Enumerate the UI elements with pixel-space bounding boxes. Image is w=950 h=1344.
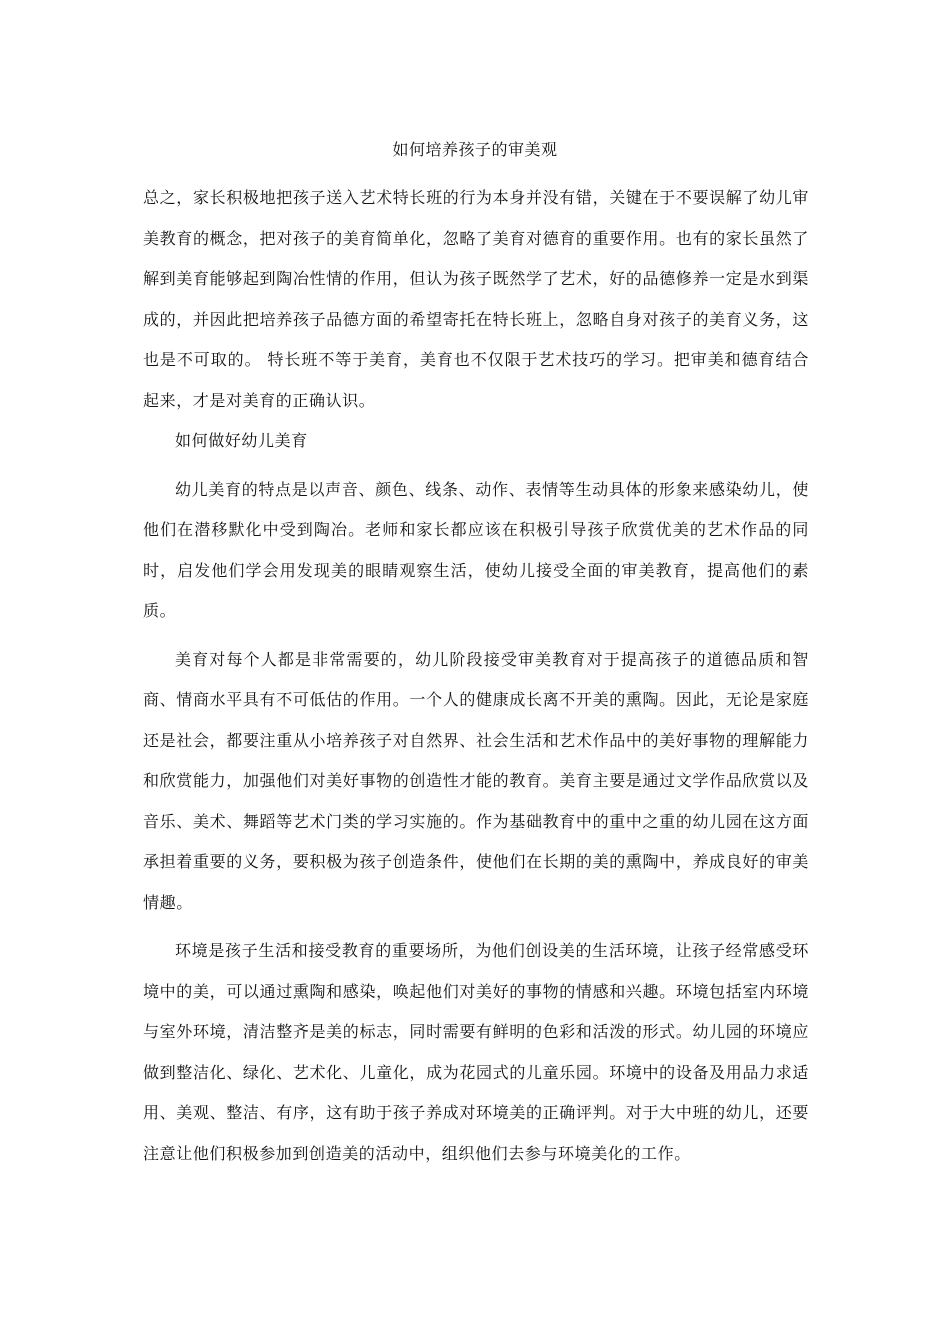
section-heading: 如何做好幼儿美育 — [175, 431, 308, 450]
paragraph-characteristics: 幼儿美育的特点是以声音、颜色、线条、动作、表情等生动具体的形象来感染幼儿，使他们在潜移默化中受到陶冶。老师和家长都应该在积极引导孩子欣赏优美的艺术作品的同时，启发他们学会用发现美的眼睛观察生活，使幼儿接受全面的审美教育，提高他们的素质。 — [143, 479, 809, 620]
paragraph-environment: 环境是孩子生活和接受教育的重要场所，为他们创设美的生活环境，让孩子经常感受环境中的美，可以通过熏陶和感染，唤起他们对美好的事物的情感和兴趣。环境包括室内环境与室外环境，清洁整齐是美的标志，同时需要有鲜明的色彩和活泼的形式。幼儿园的环境应做到整洁化、绿化、艺术化、儿童化，成为花园式的儿童乐园。环境中的设备及用品力求适用、美观、整洁、有序，这有助于孩子养成对环境美的正确评判。对于大中班的幼儿，还要注意让他们积极参加到创造美的活动中，组织他们去参与环境美化的工作。 — [143, 941, 809, 1163]
paragraph-importance: 美育对每个人都是非常需要的，幼儿阶段接受审美教育对于提高孩子的道德品质和智商、情商水平具有不可低估的作用。一个人的健康成长离不开美的熏陶。因此，无论是家庭还是社会，都要注重从小培养孩子对自然界、社会生活和艺术作品中的美好事物的理解能力和欣赏能力，加强他们对美好事物的创造性才能的教育。美育主要是通过文学作品欣赏以及音乐、美术、舞蹈等艺术门类的学习实施的。作为基础教育中的重中之重的幼儿园在这方面承担着重要的义务，要积极为孩子创造条件，使他们在长期的美的熏陶中，养成良好的审美情趣。 — [143, 649, 809, 912]
document-body — [143, 178, 809, 1174]
paragraph-conclusion: 总之，家长积极地把孩子送入艺术特长班的行为本身并没有错，关键在于不要误解了幼儿审美教育的概念，把对孩子的美育简单化，忽略了美育对德育的重要作用。也有的家长虽然了解到美育能够起到陶冶性情的作用，但认为孩子既然学了艺术，好的品德修养一定是水到渠成的，并因此把培养孩子品德方面的希望寄托在特长班上，忽略自身对孩子的美育义务，这也是不可取的。 特长班不等于美育，美育也不仅限于艺术技巧的学习。把审美和德育结合起来，才是对美育的正确认识。 — [143, 188, 809, 410]
document-title: 如何培养孩子的审美观 — [392, 140, 558, 159]
